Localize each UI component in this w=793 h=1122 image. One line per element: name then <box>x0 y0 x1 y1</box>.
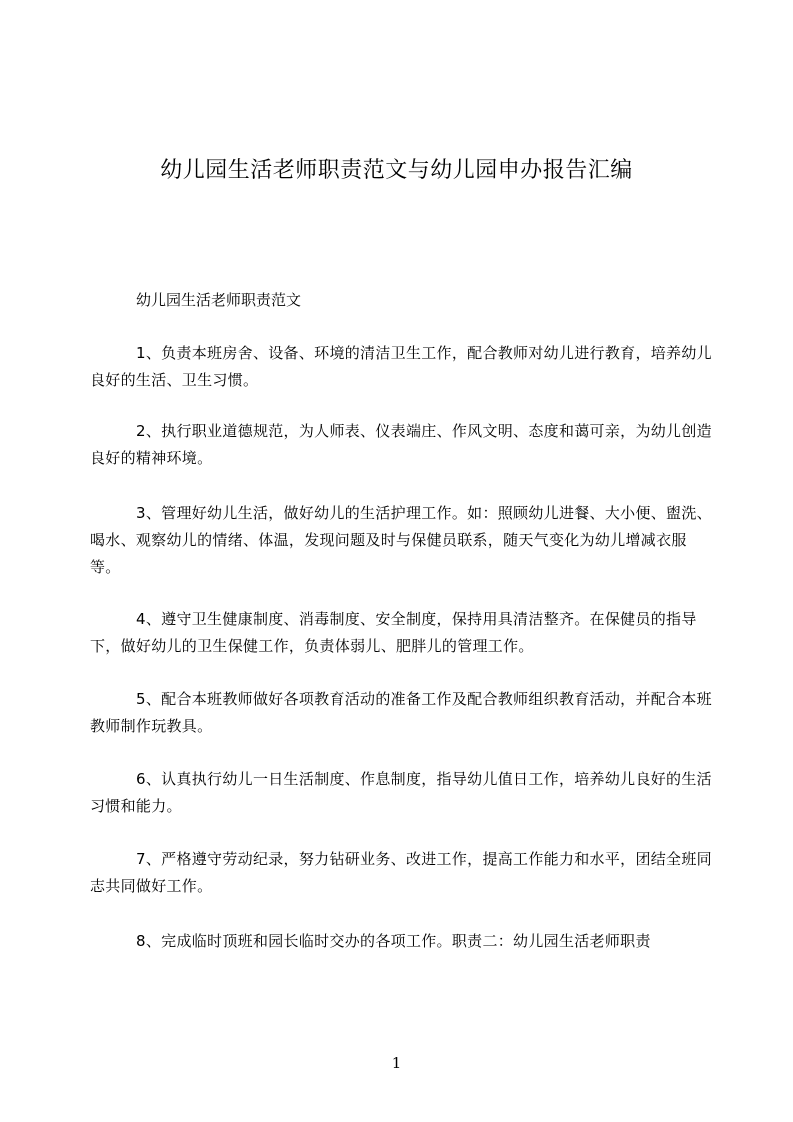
paragraph-6: 6、认真执行幼儿一日生活制度、作息制度，指导幼儿值日工作，培养幼儿良好的生活习惯和能力。 <box>90 770 712 815</box>
paragraph-2: 2、执行职业道德规范，为人师表、仪表端庄、作风文明、态度和蔼可亲，为幼儿创造良好的精神环境。 <box>90 422 712 467</box>
paragraph-8: 8、完成临时顶班和园长临时交办的各项工作。职责二：幼儿园生活老师职责 <box>136 932 651 950</box>
paragraph-1: 1、负责本班房舍、设备、环境的清洁卫生工作，配合教师对幼儿进行教育，培养幼儿良好的生活、卫生习惯。 <box>90 344 712 389</box>
section-heading: 幼儿园生活老师职责范文 <box>136 291 302 309</box>
paragraph-7: 7、严格遵守劳动纪录，努力钻研业务、改进工作，提高工作能力和水平，团结全班同志共同做好工作。 <box>90 850 712 895</box>
paragraph-5: 5、配合本班教师做好各项教育活动的准备工作及配合教师组织教育活动，并配合本班教师制作玩教具。 <box>90 690 712 735</box>
page-number: 1 <box>391 1054 402 1072</box>
document-title: 幼儿园生活老师职责范文与幼儿园申办报告汇编 <box>160 157 633 183</box>
paragraph-4: 4、遵守卫生健康制度、消毒制度、安全制度，保持用具清洁整齐。在保健员的指导下，做好幼儿的卫生保健工作，负责体弱儿、肥胖儿的管理工作。 <box>90 610 697 655</box>
paragraph-3: 3、管理好幼儿生活，做好幼儿的生活护理工作。如：照顾幼儿进餐、大小便、盥洗、喝水、观察幼儿的情绪、体温，发现问题及时与保健员联系，随天气变化为幼儿增减衣服等。 <box>90 504 712 576</box>
